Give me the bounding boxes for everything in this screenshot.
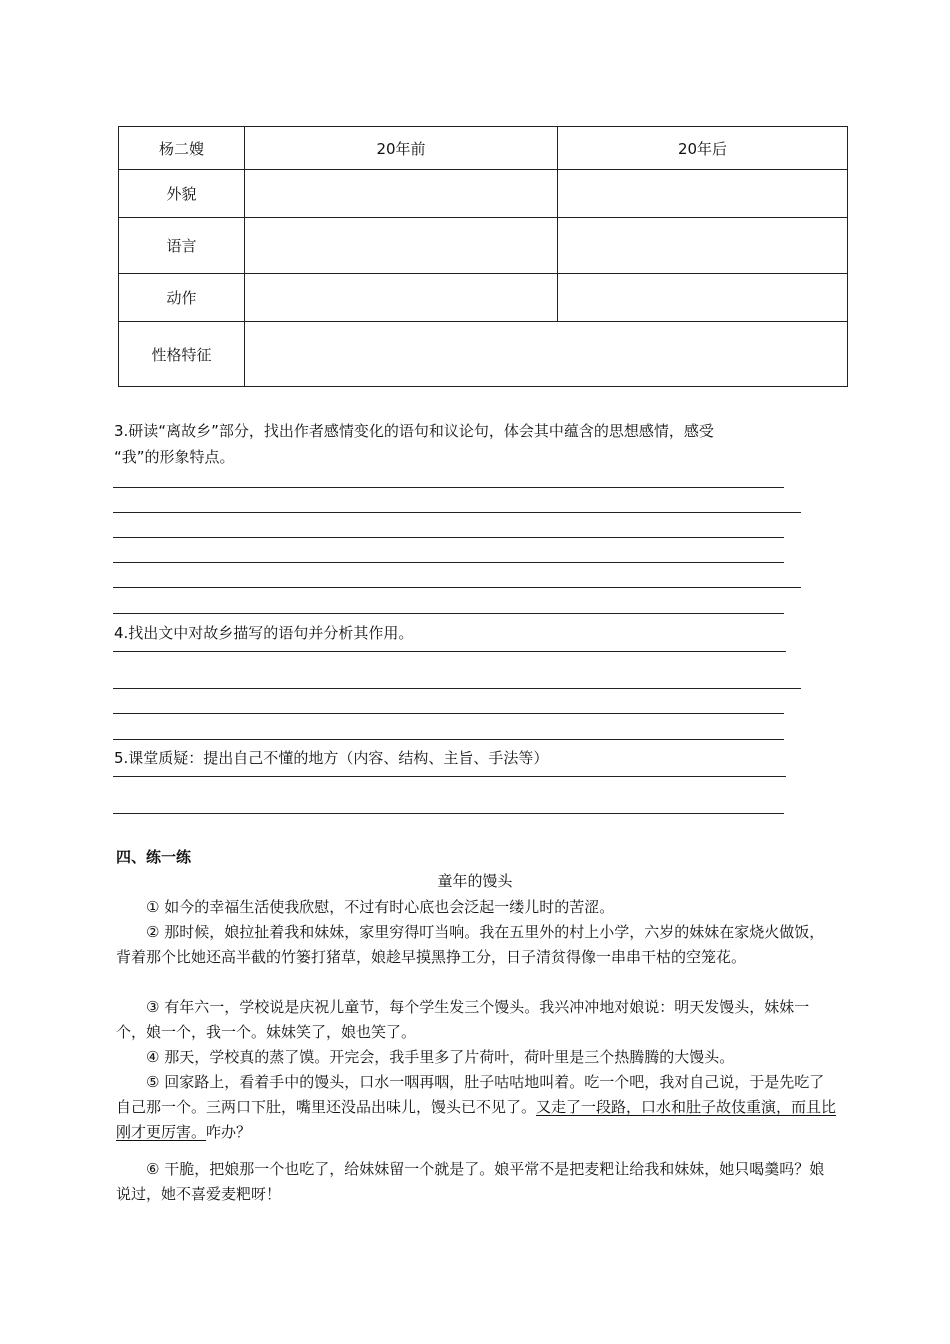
answer-line[interactable]: [113, 487, 784, 488]
table-row: [119, 322, 848, 387]
answer-line[interactable]: [113, 713, 784, 714]
question-5: 5.课堂质疑：提出自己不懂的地方（内容、结构、主旨、手法等）: [114, 749, 549, 767]
underlined-sentence: 又走了一段路，口水和肚子故伎重演，而且比刚才更厉害。: [116, 1098, 837, 1141]
paragraph-5: [116, 1070, 838, 1145]
paragraph-4: ④ 那天，学校真的蒸了馍。开完会，我手里多了片荷叶，荷叶里是三个热腾腾的大馒头。: [146, 1048, 735, 1066]
answer-line[interactable]: [113, 739, 784, 740]
table-cell[interactable]: [558, 170, 848, 218]
answer-line[interactable]: [113, 688, 801, 689]
table-cell[interactable]: [558, 274, 848, 322]
answer-line[interactable]: [113, 562, 784, 563]
answer-line[interactable]: [113, 776, 786, 777]
table-row: [119, 274, 848, 322]
table-cell[interactable]: [245, 218, 558, 274]
table-header-after: 20年后: [558, 127, 848, 170]
answer-line[interactable]: [113, 813, 784, 814]
question-3-line2: “我”的形象特点。: [114, 448, 235, 466]
answer-line[interactable]: [113, 651, 786, 652]
section-heading: 四、练一练: [116, 848, 192, 866]
table-row: [119, 218, 848, 274]
answer-line[interactable]: [113, 613, 784, 614]
row-label-action: 动作: [119, 274, 245, 322]
paragraph-1: ① 如今的幸福生活使我欣慰，不过有时心底也会泛起一缕儿时的苦涩。: [146, 898, 615, 916]
row-label-appearance: 外貌: [119, 170, 245, 218]
row-label-personality: 性格特征: [119, 322, 245, 387]
table-cell[interactable]: [245, 274, 558, 322]
character-table: [118, 126, 848, 387]
paragraph-5-text: ⑤ 回家路上，看着手中的馒头，口水一咽再咽，肚子咕咕地叫着。吃一个吧，我对自己说，于是先吃了自己那一个。三两口下肚，嘴里还没品出味儿，馒头已不见了。: [116, 1073, 825, 1116]
question-3-line1: 3.研读“离故乡”部分，找出作者感情变化的语句和议论句，体会其中蕴含的思想感情，感受: [114, 422, 714, 440]
answer-line[interactable]: [113, 512, 801, 513]
paragraph-6: ⑥ 干脆，把娘那一个也吃了，给妹妹留一个就是了。娘平常不是把麦粑让给我和妹妹，她只喝羹吗？娘说过，她不喜爱麦粑呀！: [116, 1160, 825, 1203]
table-header-row: [119, 127, 848, 170]
table-cell[interactable]: [245, 322, 848, 387]
passage-title: 童年的馒头: [437, 872, 513, 890]
paragraph-3: ③ 有年六一，学校说是庆祝儿童节，每个学生发三个馒头。我兴冲冲地对娘说：明天发馒头，妹妹一个，娘一个，我一个。妹妹笑了，娘也笑了。: [116, 998, 810, 1041]
answer-line[interactable]: [113, 537, 784, 538]
question-4: 4.找出文中对故乡描写的语句并分析其作用。: [114, 624, 414, 642]
table-row: [119, 170, 848, 218]
answer-line[interactable]: [113, 587, 801, 588]
row-label-speech: 语言: [119, 218, 245, 274]
table-cell[interactable]: [245, 170, 558, 218]
table-header-before: 20年前: [245, 127, 558, 170]
table-header-subject: 杨二嫂: [119, 127, 245, 170]
paragraph-5-end: 咋办？: [206, 1123, 252, 1141]
paragraph-2: ② 那时候，娘拉扯着我和妹妹，家里穷得叮当响。我在五里外的村上小学，六岁的妹妹在家烧火做饭，背着那个比她还高半截的竹篓打猪草，娘趁早摸黑挣工分，日子清贫得像一串串干枯的空笼花。: [116, 923, 825, 966]
table-cell[interactable]: [558, 218, 848, 274]
